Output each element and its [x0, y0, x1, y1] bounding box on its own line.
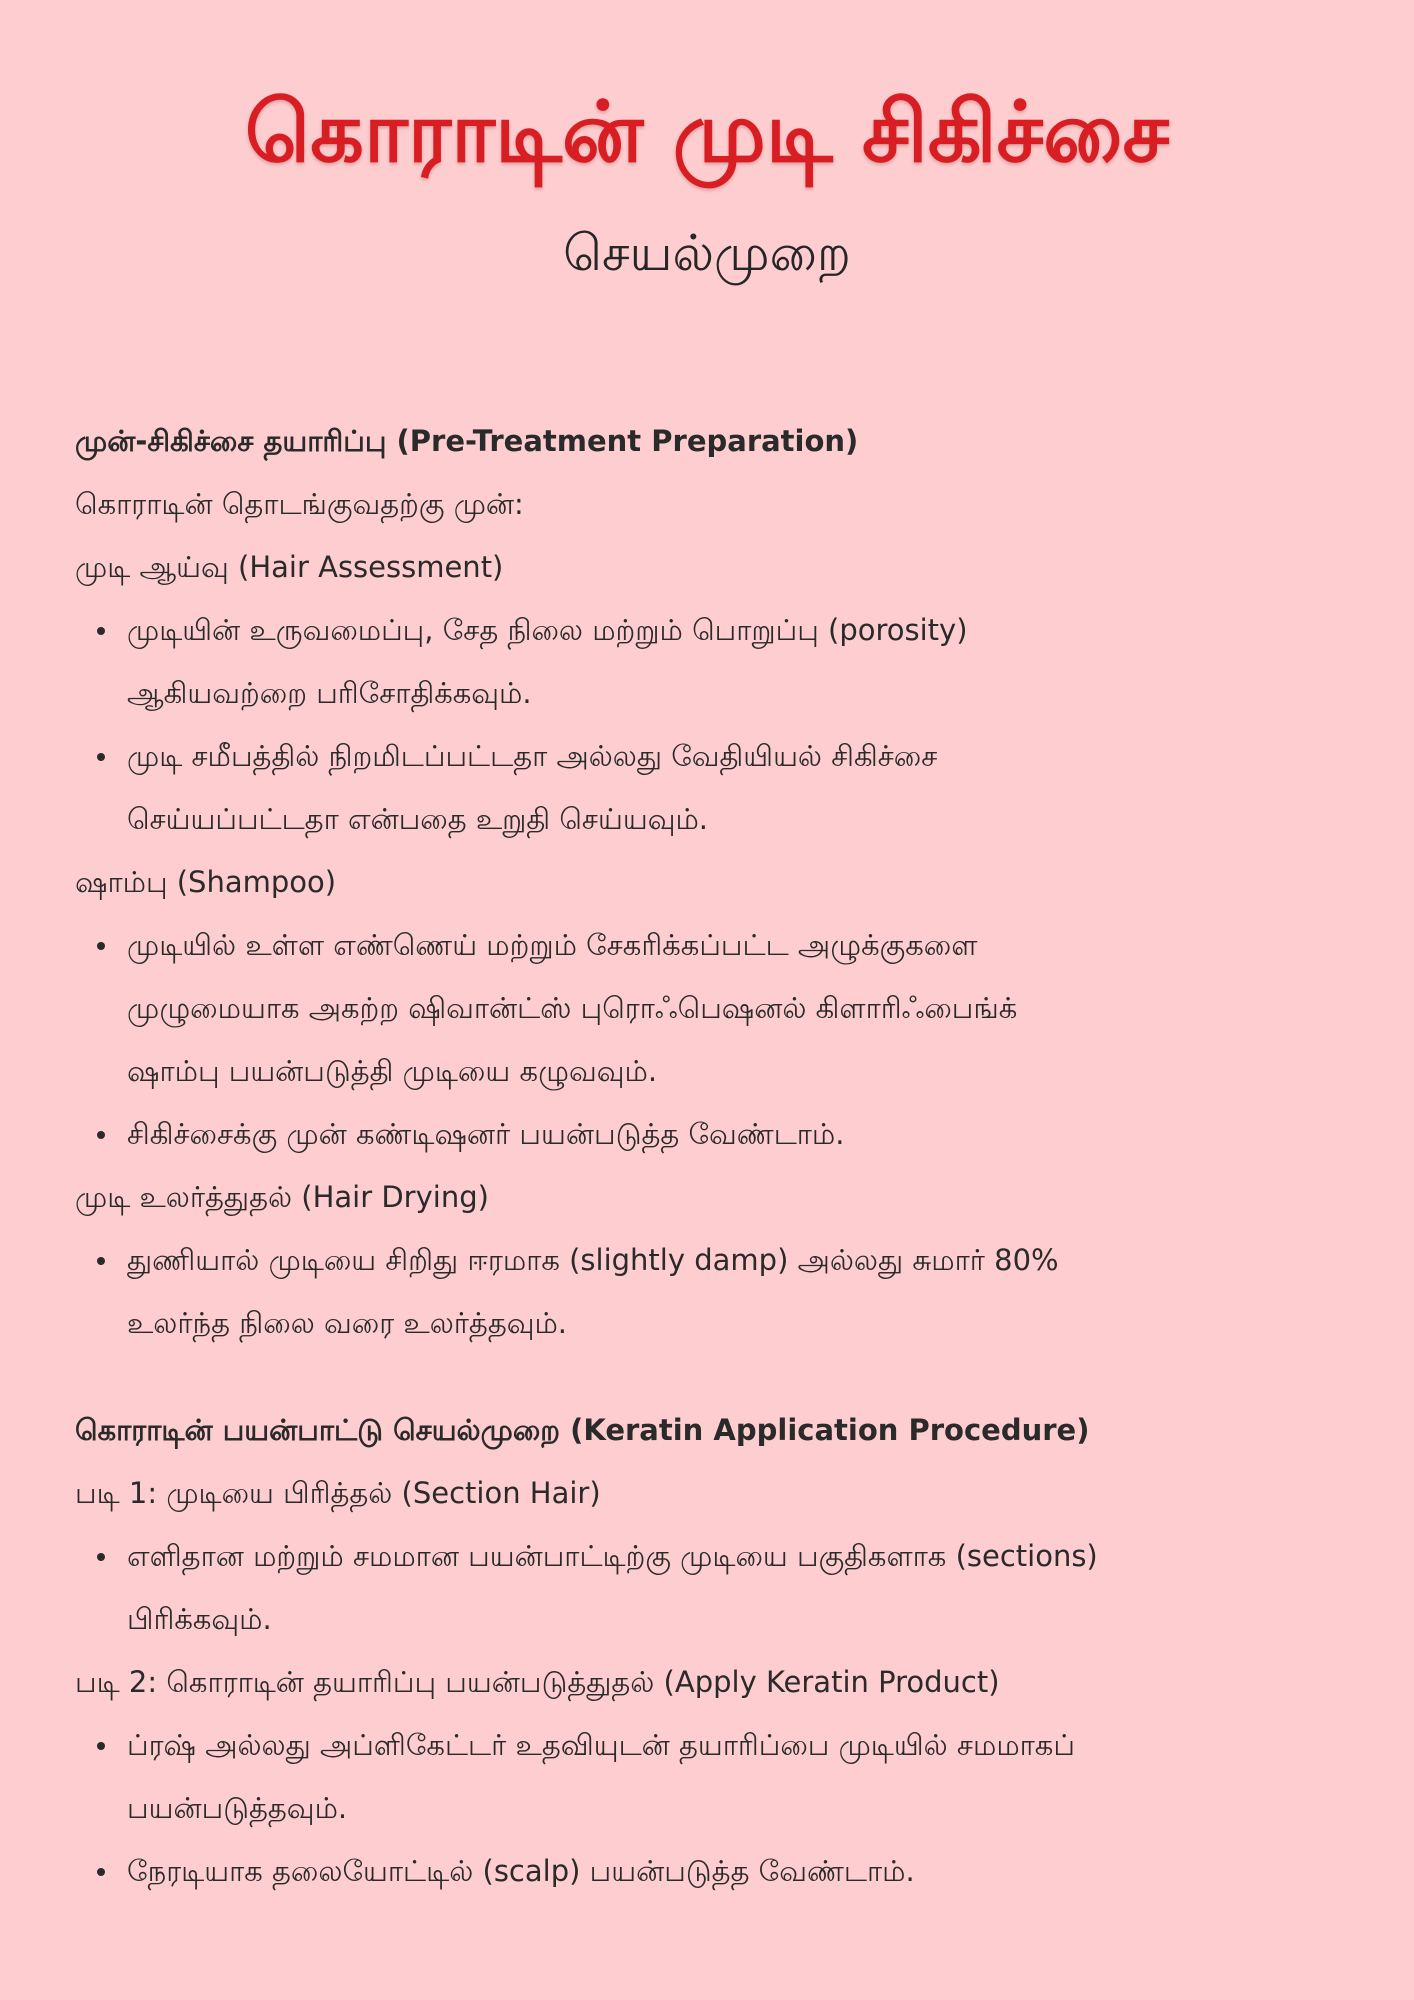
- bullet-list: [75, 1525, 1365, 1651]
- bullet-list: [75, 1714, 1365, 1903]
- section-spacer: [75, 1355, 1365, 1399]
- document-body: [75, 410, 1365, 1903]
- group-label-hair-drying: முடி உலர்த்துதல் (Hair Drying): [75, 1180, 489, 1214]
- bullet-line: உலர்ந்த நிலை வரை உலர்த்தவும்.: [127, 1306, 568, 1340]
- bullet-line: முடி சமீபத்தில் நிறமிடப்பட்டதா அல்லது வேதியியல் சிகிச்சை: [127, 739, 938, 773]
- list-item: [127, 725, 1365, 851]
- bullet-line: ப்ரஷ் அல்லது அப்ளிகேட்டர் உதவியுடன் தயாரிப்பை முடியில் சமமாகப்: [127, 1728, 1075, 1762]
- list-item: [127, 599, 1365, 725]
- bullet-line: துணியால் முடியை சிறிது ஈரமாக (slightly damp) அல்லது சுமார் 80%: [127, 1243, 1059, 1277]
- bullet-line: ஷாம்பு பயன்படுத்தி முடியை கழுவவும்.: [127, 1054, 658, 1088]
- bullet-line: முடியில் உள்ள எண்ணெய் மற்றும் சேகரிக்கப்பட்ட அழுக்குகளை: [127, 928, 978, 962]
- bullet-line: பிரிக்கவும்.: [127, 1602, 272, 1636]
- bullet-line: செய்யப்பட்டதா என்பதை உறுதி செய்யவும்.: [127, 802, 709, 836]
- bullet-line: எளிதான மற்றும் சமமான பயன்பாட்டிற்கு முடியை பகுதிகளாக (sections): [127, 1539, 1098, 1573]
- list-item: [127, 1229, 1365, 1355]
- bullet-line: ஆகியவற்றை பரிசோதிக்கவும்.: [127, 676, 532, 710]
- list-item: [127, 1103, 1365, 1166]
- group-label-hair-assessment: முடி ஆய்வு (Hair Assessment): [75, 550, 504, 584]
- bullet-list: [75, 914, 1365, 1166]
- bullet-list: [75, 599, 1365, 851]
- section-application-procedure: [75, 1399, 1365, 1903]
- list-item: [127, 1840, 1365, 1903]
- section-intro: கொராடின் தொடங்குவதற்கு முன்:: [75, 487, 524, 521]
- section-pre-treatment: [75, 410, 1365, 1355]
- group-label-shampoo: ஷாம்பு (Shampoo): [75, 865, 337, 899]
- section-heading: கொராடின் பயன்பாட்டு செயல்முறை (Keratin Application Procedure): [75, 1413, 1090, 1447]
- group-label-step-2: படி 2: கொராடின் தயாரிப்பு பயன்படுத்துதல் (Apply Keratin Product): [75, 1665, 1000, 1699]
- bullet-list: [75, 1229, 1365, 1355]
- section-heading: முன்-சிகிச்சை தயாரிப்பு (Pre-Treatment Preparation): [75, 424, 859, 458]
- list-item: [127, 914, 1365, 1103]
- group-label-step-1: படி 1: முடியை பிரித்தல் (Section Hair): [75, 1476, 601, 1510]
- bullet-line: சிகிச்சைக்கு முன் கண்டிஷனர் பயன்படுத்த வேண்டாம்.: [127, 1117, 845, 1151]
- list-item: [127, 1714, 1365, 1840]
- list-item: [127, 1525, 1365, 1651]
- page-title: கொராடின் முடி சிகிச்சை: [244, 83, 1170, 181]
- page-subtitle: செயல்முறை: [563, 224, 851, 282]
- bullet-line: பயன்படுத்தவும்.: [127, 1791, 348, 1825]
- bullet-line: முழுமையாக அகற்ற ஷிவான்ட்ஸ் புரொஃபெஷனல் கிளாரிஃபைங்க்: [127, 991, 1018, 1025]
- bullet-line: முடியின் உருவமைப்பு, சேத நிலை மற்றும் பொறுப்பு (porosity): [127, 613, 968, 647]
- bullet-line: நேரடியாக தலையோட்டில் (scalp) பயன்படுத்த வேண்டாம்.: [127, 1854, 915, 1888]
